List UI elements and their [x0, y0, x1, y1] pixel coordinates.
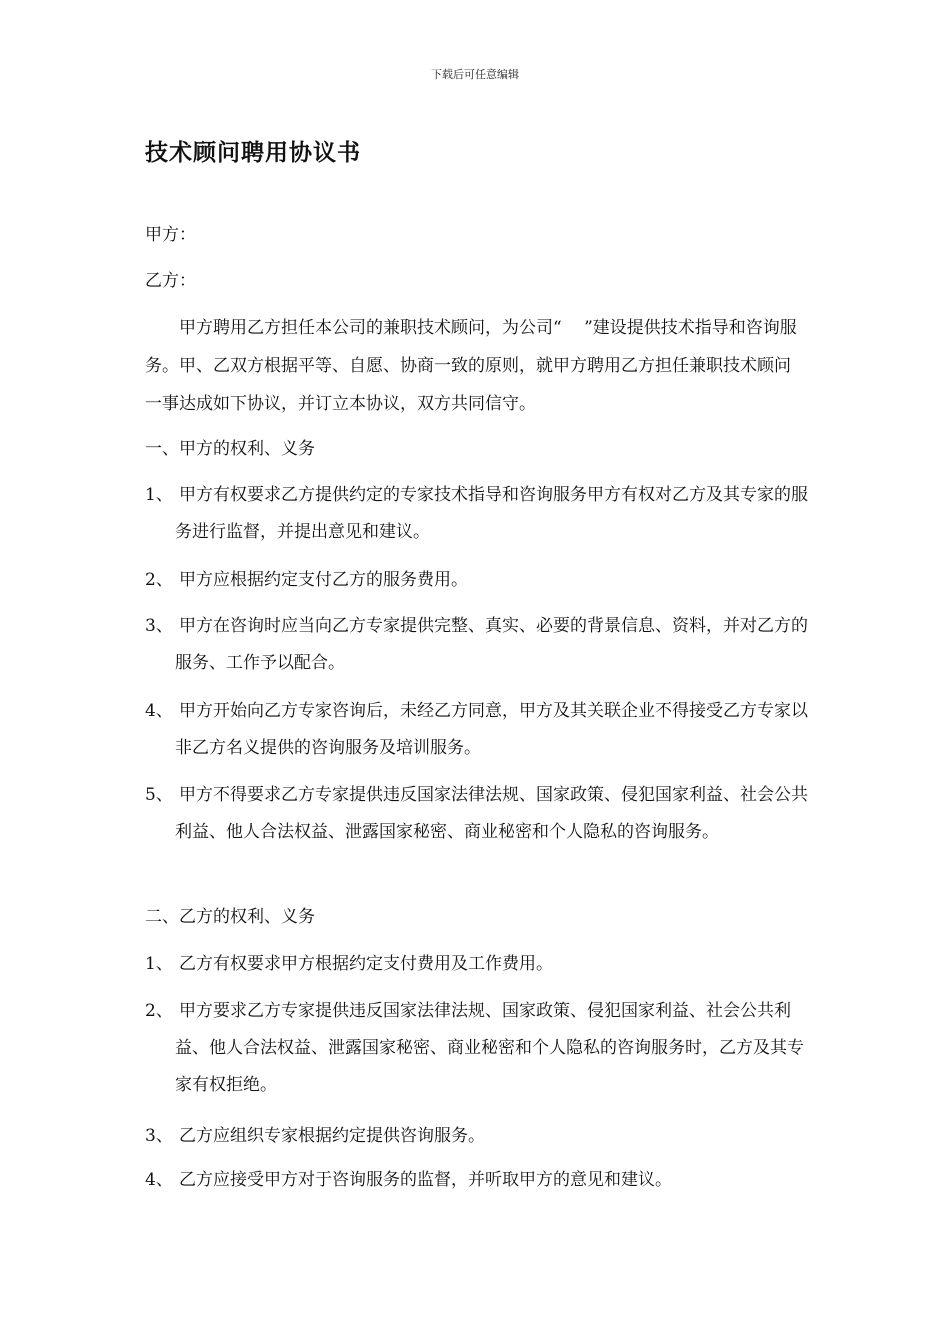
- section1-item-3: [145, 608, 810, 682]
- item-text: 甲方应根据约定支付乙方的服务费用。: [179, 570, 468, 590]
- item-text: 乙方应接受甲方对于咨询服务的监督，并听取甲方的意见和建议。: [179, 1170, 672, 1190]
- item-text: 甲方不得要求乙方专家提供违反国家法律法规、国家政策、侵犯国家利益、社会公共利益、他人合法权益、泄露国家秘密、商业秘密和个人隐私的咨询服务。: [175, 785, 808, 842]
- party-b-label: 乙方：: [145, 271, 196, 291]
- item-text: 甲方有权要求乙方提供约定的专家技术指导和咨询服务甲方有权对乙方及其专家的服务进行监督，并提出意见和建议。: [175, 485, 808, 542]
- intro-paragraph: 甲方聘用乙方担任本公司的兼职技术顾问，为公司“ ”建设提供技术指导和咨询服务。甲、乙双方根据平等、自愿、协商一致的原则，就甲方聘用乙方担任兼职技术顾问一事达成如下协议，并订立本协议，双方共同信守。: [145, 318, 797, 414]
- section1-item-5: [145, 777, 810, 851]
- item-text: 乙方应组织专家根据约定提供咨询服务。: [179, 1126, 485, 1146]
- section2-heading: 二、乙方的权利、义务: [145, 907, 315, 927]
- section2-item-3: [145, 1118, 810, 1155]
- item-text: 乙方有权要求甲方根据约定支付费用及工作费用。: [179, 954, 553, 974]
- party-a-label: 甲方：: [145, 225, 196, 245]
- item-text: 甲方在咨询时应当向乙方专家提供完整、真实、必要的背景信息、资料，并对乙方的服务、工作予以配合。: [175, 616, 808, 673]
- section2-item-4: [145, 1162, 810, 1199]
- section2-item-1: [145, 946, 810, 983]
- section2-item-2: [145, 993, 810, 1104]
- document-title: 技术顾问聘用协议书: [145, 140, 361, 166]
- item-number: 4、: [145, 701, 173, 721]
- section1-heading: 一、甲方的权利、义务: [145, 439, 315, 459]
- item-number: 3、: [145, 616, 173, 636]
- section1-item-1: [145, 477, 810, 551]
- item-number: 1、: [145, 954, 173, 974]
- item-text: 甲方要求乙方专家提供违反国家法律法规、国家政策、侵犯国家利益、社会公共利益、他人合法权益、泄露国家秘密、商业秘密和个人隐私的咨询服务时，乙方及其专家有权拒绝。: [175, 1001, 804, 1095]
- item-number: 3、: [145, 1126, 173, 1146]
- item-number: 4、: [145, 1170, 173, 1190]
- item-number: 2、: [145, 570, 173, 590]
- header-note: 下载后可任意编辑: [431, 68, 519, 81]
- section1-item-4: [145, 693, 810, 767]
- item-number: 5、: [145, 785, 173, 805]
- item-text: 甲方开始向乙方专家咨询后，未经乙方同意，甲方及其关联企业不得接受乙方专家以非乙方名义提供的咨询服务及培训服务。: [175, 701, 808, 758]
- item-number: 2、: [145, 1001, 173, 1021]
- item-number: 1、: [145, 485, 173, 505]
- section1-item-2: [145, 562, 810, 599]
